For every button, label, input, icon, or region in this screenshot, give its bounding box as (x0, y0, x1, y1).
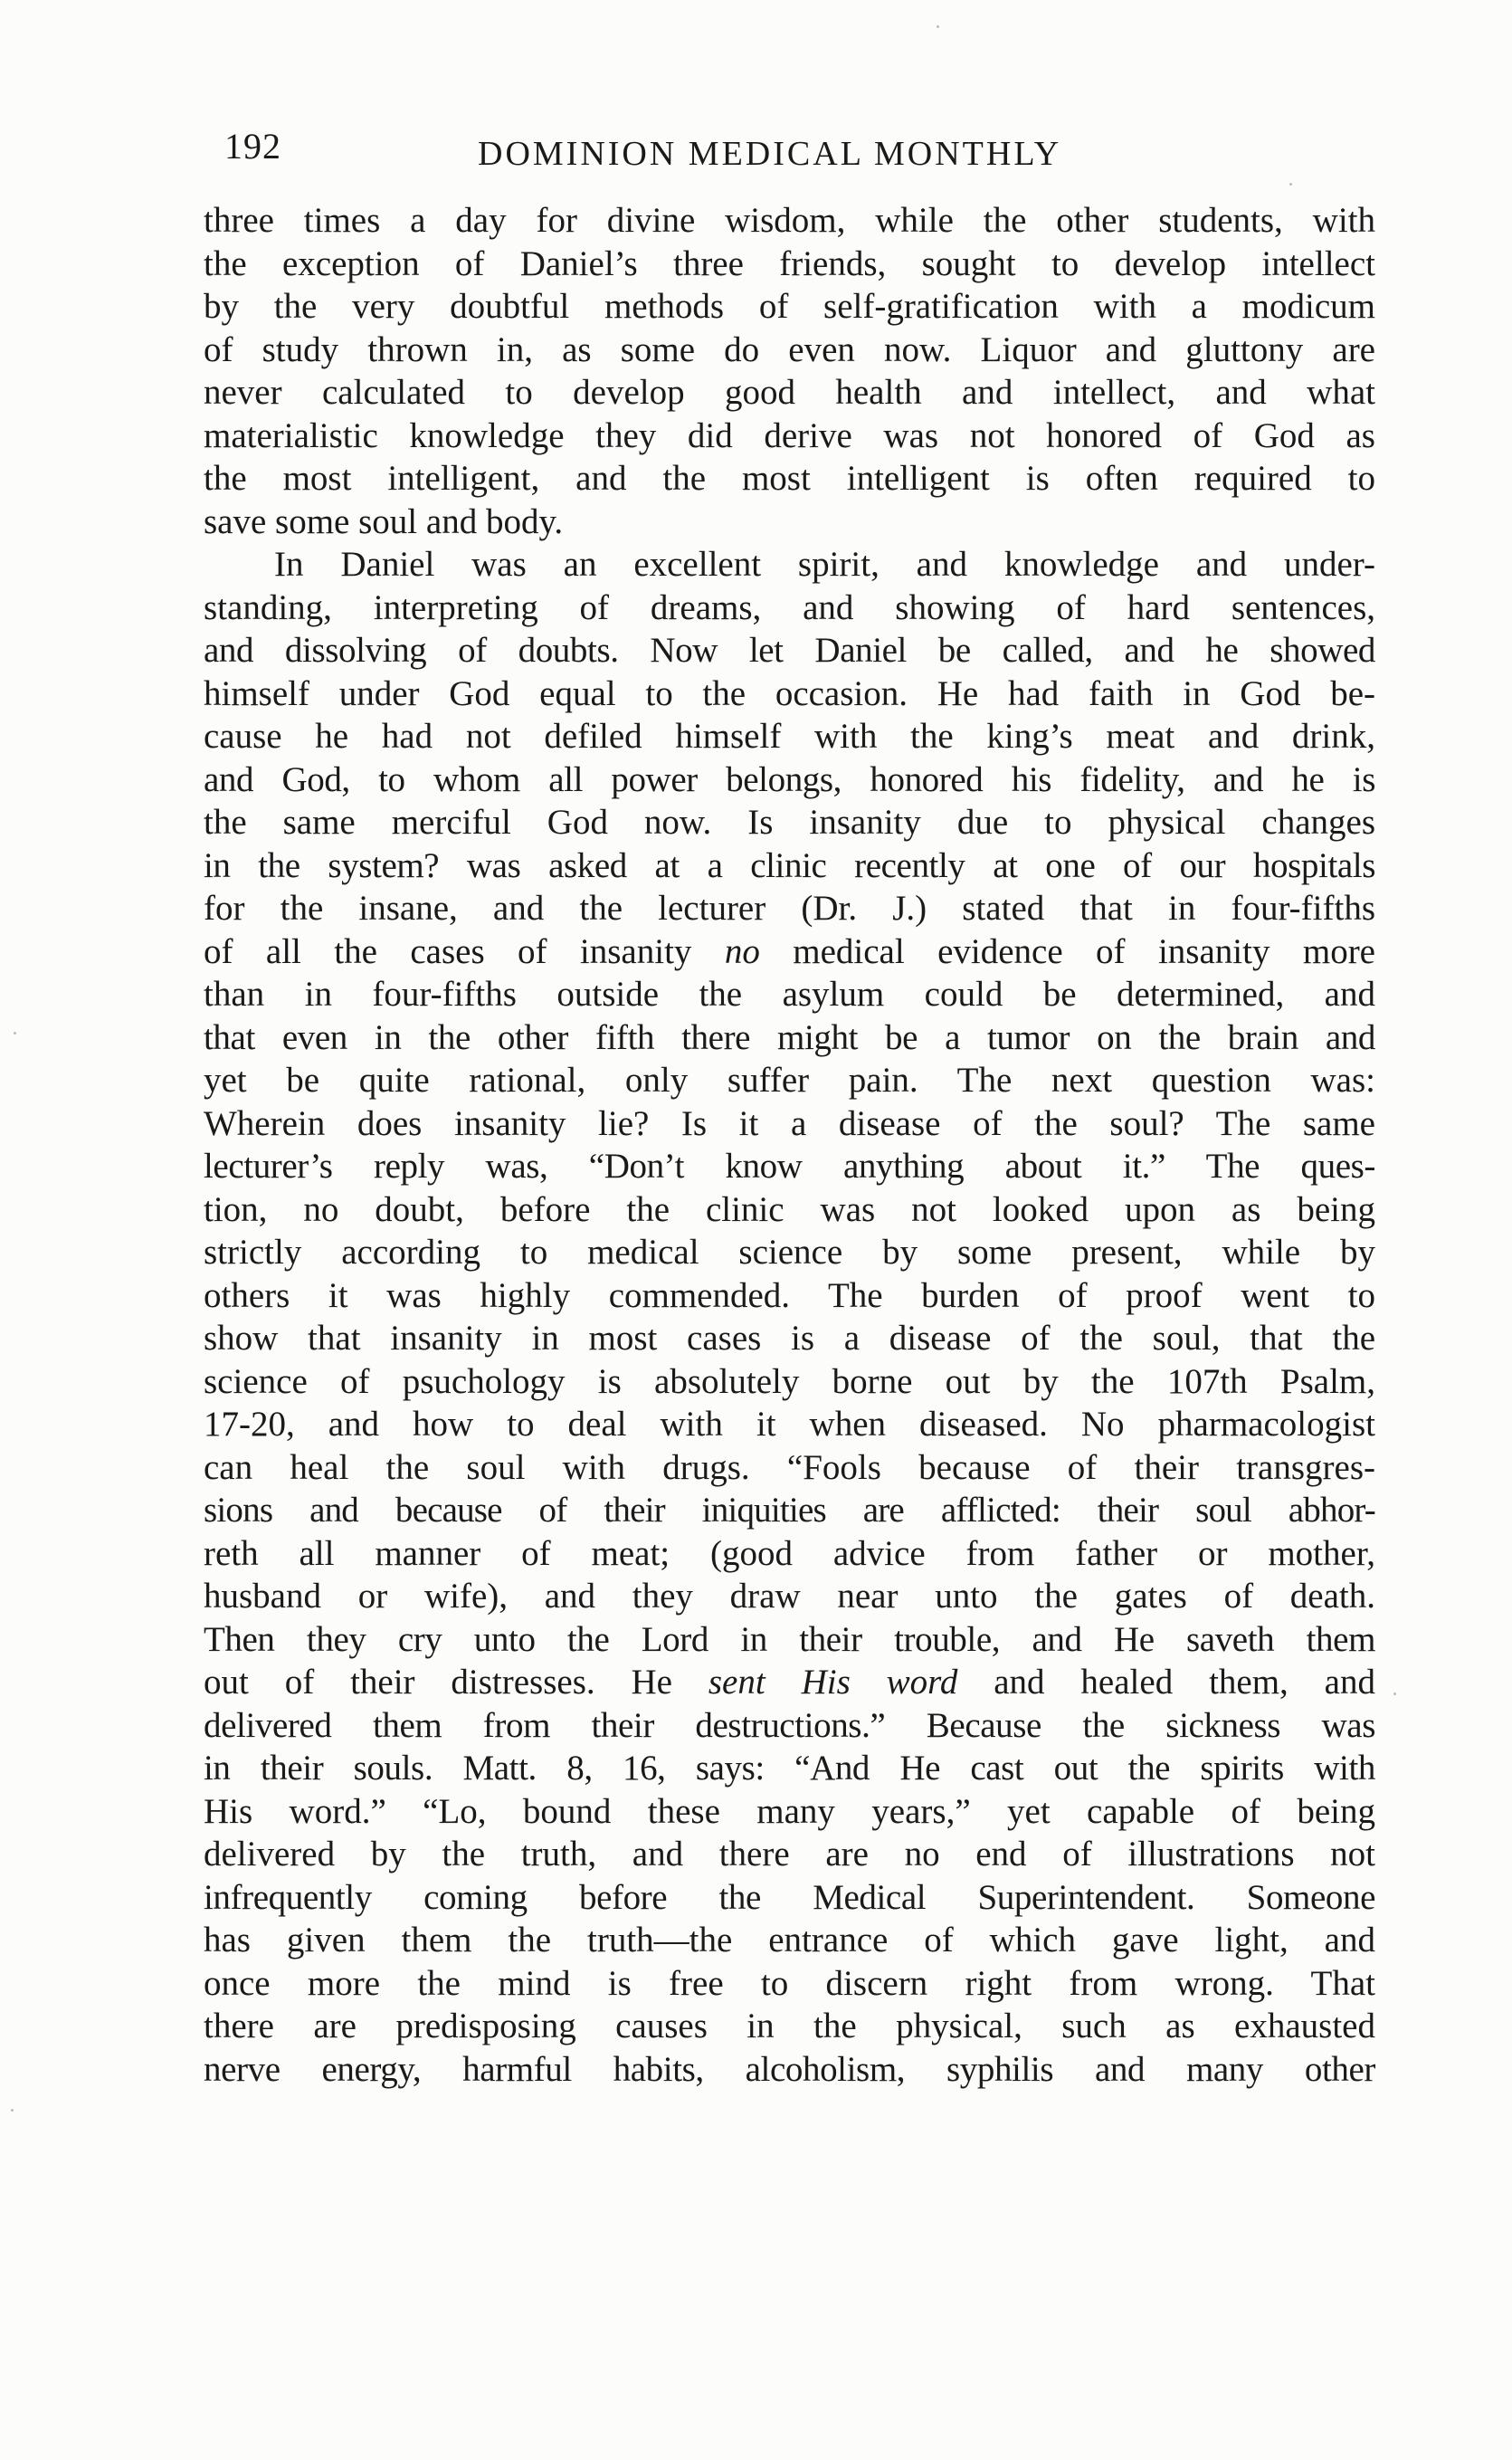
text-line: husband or wife), and they draw near unto the gates of death. (204, 1577, 1375, 1616)
text-line: cause he had not defiled himself with the king’s meat and drink, (204, 717, 1375, 756)
text-line: delivered by the truth, and there are no end of illustrations not (204, 1835, 1375, 1874)
scan-speck (14, 1032, 16, 1035)
scan-speck (1393, 1692, 1396, 1695)
italic-text: no (724, 931, 760, 971)
text-span: medical evidence of insanity more (793, 931, 1375, 971)
text-line: His word.” “Lo, bound these many years,” yet capable of being (204, 1791, 1375, 1831)
text-line: by the very doubtful methods of self-gratification with a modicum (204, 287, 1375, 326)
text-line: Then they cry unto the Lord in their trouble, and He saveth them (204, 1619, 1375, 1659)
text-line: others it was highly commended. The burden of proof went to (204, 1275, 1375, 1315)
text-line: that even in the other fifth there might be a tumor on the brain and (204, 1017, 1375, 1057)
text-line: the exception of Daniel’s three friends, sought to develop intellect (204, 243, 1375, 283)
text-line: in their souls. Matt. 8, 16, says: “And He cast out the spirits with (204, 1749, 1375, 1788)
text-line: once more the mind is free to discern right from wrong. That (204, 1963, 1375, 2003)
text-line: can heal the soul with drugs. “Fools because of their transgres- (204, 1447, 1375, 1487)
text-span: out of their distresses. He (204, 1663, 672, 1702)
text-line: reth all manner of meat; (good advice from father or mother, (204, 1533, 1375, 1573)
text-line: science of psuchology is absolutely borne out by the 107th Psalm, (204, 1361, 1375, 1401)
text-span: of all the cases of insanity (204, 931, 692, 971)
text-line: than in four-fifths outside the asylum could be determined, and (204, 975, 1375, 1014)
text-line: himself under God equal to the occasion. He had faith in God be- (204, 673, 1375, 713)
text-line: the same merciful God now. Is insanity due to physical changes (204, 803, 1375, 842)
text-line: yet be quite rational, only suffer pain. The next question was: (204, 1061, 1375, 1100)
text-line: Wherein does insanity lie? Is it a disease of the soul? The same (204, 1103, 1375, 1143)
text-line: never calculated to develop good health and intellect, and what (204, 373, 1375, 412)
text-line: and dissolving of doubts. Now let Daniel be called, and he showed (204, 631, 1375, 670)
text-line: of study thrown in, as some do even now. Liquor and gluttony are (204, 329, 1375, 369)
text-line: In Daniel was an excellent spirit, and knowledge and under- (274, 545, 1375, 584)
text-line: sions and because of their iniquities are afflicted: their soul abhor- (204, 1491, 1375, 1530)
text-line: in the system? was asked at a clinic recently at one of our hospitals (204, 845, 1375, 885)
scan-speck (937, 25, 939, 28)
text-span: and healed them, and (994, 1663, 1375, 1702)
text-line: for the insane, and the lecturer (Dr. J.) stated that in four-fifths (204, 889, 1375, 928)
text-line: 17-20, and how to deal with it when diseased. No pharmacologist (204, 1405, 1375, 1444)
scan-speck (1289, 183, 1292, 186)
text-line: the most intelligent, and the most intelligent is often required to (204, 459, 1375, 498)
page-number: 192 (224, 126, 281, 167)
text-line: save some soul and body. (204, 501, 564, 541)
text-line: nerve energy, harmful habits, alcoholism, syphilis and many other (204, 2049, 1375, 2089)
text-line: three times a day for divine wisdom, while the other students, with (204, 201, 1375, 240)
text-line: strictly according to medical science by some present, while by (204, 1233, 1375, 1272)
scan-speck (11, 2109, 14, 2112)
text-line: and God, to whom all power belongs, honored his fidelity, and he is (204, 759, 1375, 799)
text-line: tion, no doubt, before the clinic was not looked upon as being (204, 1189, 1375, 1229)
text-line: lecturer’s reply was, “Don’t know anything about it.” The ques- (204, 1147, 1375, 1186)
text-line: materialistic knowledge they did derive was not honored of God as (204, 415, 1375, 455)
text-line: standing, interpreting of dreams, and showing of hard sentences, (204, 587, 1375, 627)
body-text (204, 199, 1375, 2091)
text-line: delivered them from their destructions.” Because the sickness was (204, 1705, 1375, 1745)
text-line: show that insanity in most cases is a disease of the soul, that the (204, 1319, 1375, 1358)
text-line (204, 930, 1375, 974)
italic-text: sent His word (708, 1663, 958, 1702)
running-title: DOMINION MEDICAL MONTHLY (478, 135, 1062, 173)
text-line: infrequently coming before the Medical Superintendent. Someone (204, 1877, 1375, 1917)
text-line: there are predisposing causes in the physical, such as exhausted (204, 2007, 1375, 2045)
page-header (224, 118, 1374, 172)
text-line (204, 1661, 1375, 1704)
text-line: has given them the truth—the entrance of which gave light, and (204, 1921, 1375, 1959)
